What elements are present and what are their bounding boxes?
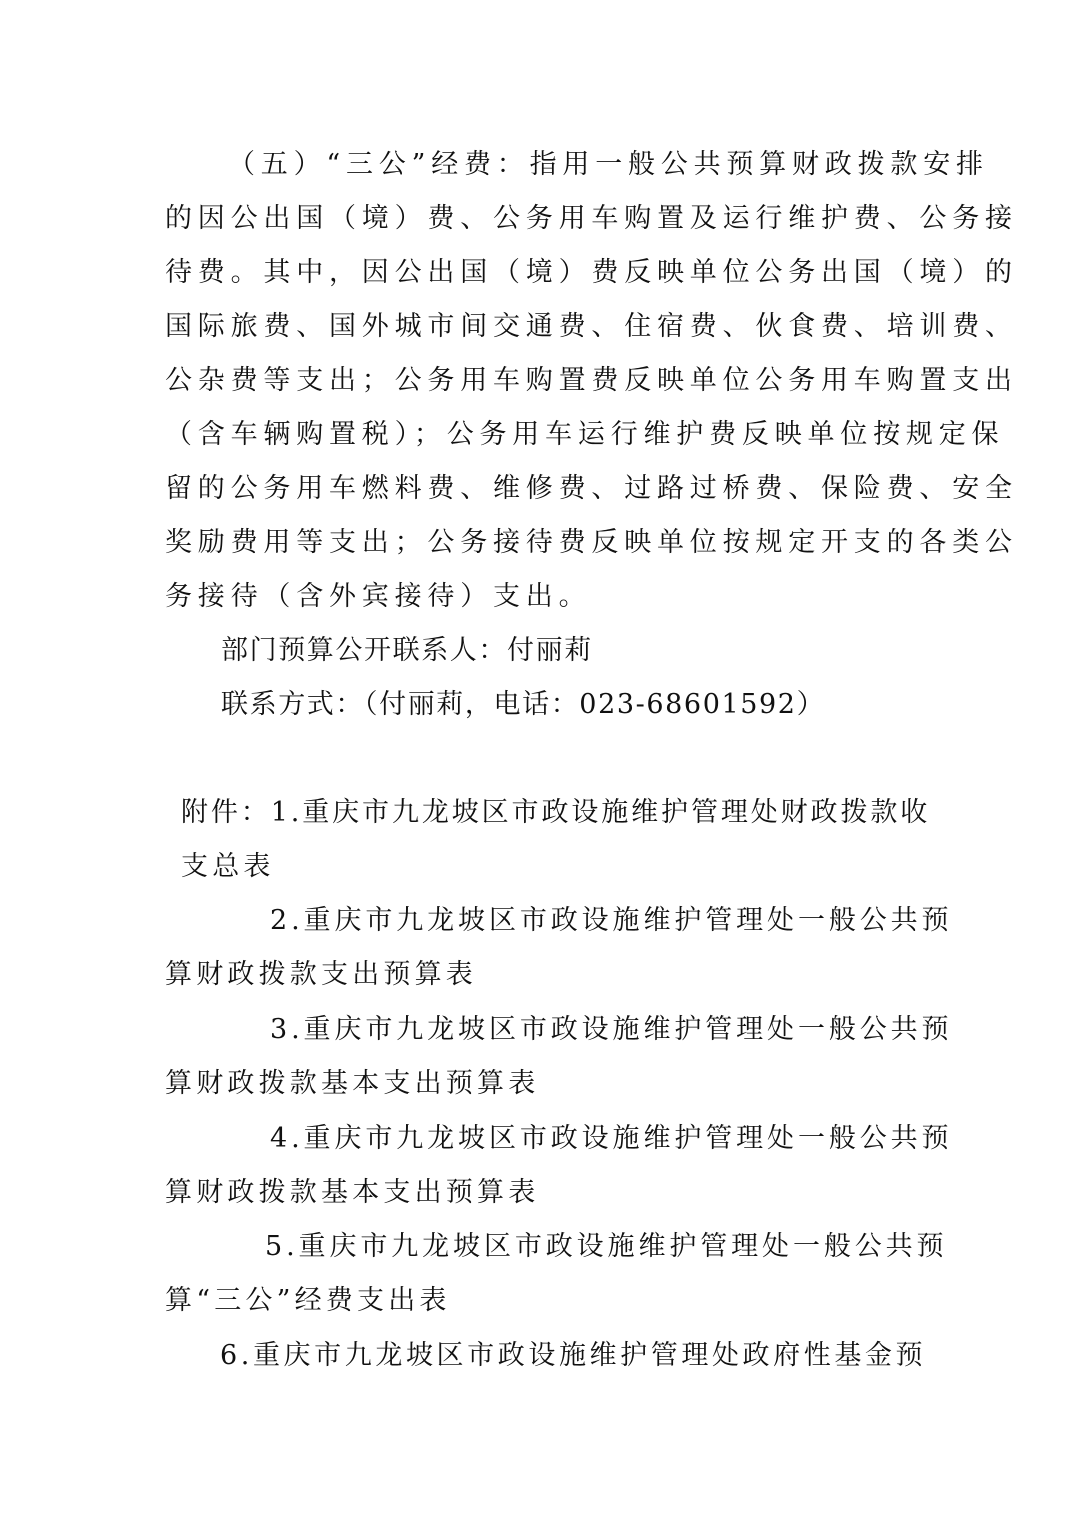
paragraph-line: （五）“三公”经费：指用一般公共预算财政拨款安排	[228, 149, 989, 180]
contact-person: 部门预算公开联系人：付丽莉	[221, 635, 593, 666]
attachment-2-line-2: 算财政拨款支出预算表	[165, 959, 477, 990]
attachment-5-line-1: 5.重庆市九龙坡区市政设施维护管理处一般公共预	[265, 1231, 948, 1262]
section-five-paragraph	[165, 138, 1018, 624]
paragraph-line: 待费。其中，因公出国（境）费反映单位公务出国（境）的	[165, 257, 1018, 288]
attachment-2-line-1: 2.重庆市九龙坡区市政设施维护管理处一般公共预	[270, 905, 953, 936]
attachment-6-line-1: 6.重庆市九龙坡区市政设施维护管理处政府性基金预	[220, 1340, 927, 1371]
contact-method: 联系方式：（付丽莉，电话：023-68601592）	[221, 689, 826, 720]
attachment-4-line-2: 算财政拨款基本支出预算表	[165, 1177, 540, 1208]
attachment-1-line-2: 支总表	[181, 851, 275, 882]
attachment-5-line-2: 算“三公”经费支出表	[165, 1285, 451, 1316]
paragraph-line: 务接待（含外宾接待）支出。	[165, 581, 592, 612]
paragraph-line: （含车辆购置税）；公务用车运行维护费反映单位按规定保	[165, 419, 1005, 450]
paragraph-line: 国际旅费、国外城市间交通费、住宿费、伙食费、培训费、	[165, 311, 1018, 342]
paragraph-line: 的因公出国（境）费、公务用车购置及运行维护费、公务接	[165, 203, 1018, 234]
paragraph-line: 公杂费等支出；公务用车购置费反映单位公务用车购置支出	[165, 365, 1018, 396]
paragraph-line: 留的公务用车燃料费、维修费、过路过桥费、保险费、安全	[165, 473, 1018, 504]
paragraph-line: 奖励费用等支出；公务接待费反映单位按规定开支的各类公	[165, 527, 1018, 558]
attachment-3-line-1: 3.重庆市九龙坡区市政设施维护管理处一般公共预	[270, 1014, 953, 1045]
attachment-3-line-2: 算财政拨款基本支出预算表	[165, 1068, 540, 1099]
attachment-4-line-1: 4.重庆市九龙坡区市政设施维护管理处一般公共预	[270, 1123, 953, 1154]
attachment-1-line-1: 附件：1.重庆市九龙坡区市政设施维护管理处财政拨款收	[181, 797, 931, 828]
